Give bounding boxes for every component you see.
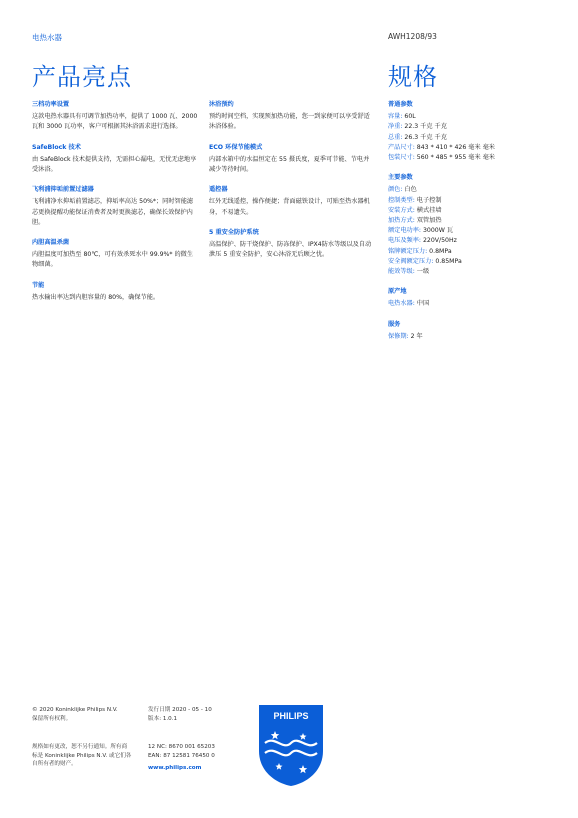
spec-row [388, 206, 558, 216]
feature-block [209, 100, 375, 133]
feature-text: 红外无线遥控，操作便捷；背面磁铁设计，可贴至热水器机身，不易遗失。 [209, 198, 370, 216]
spec-group [388, 100, 558, 163]
feature-title: 三档功率设置 [32, 101, 70, 108]
disclaimer-line: 规格如有更改，恕不另行通知。所有商 [32, 744, 128, 750]
spec-row [388, 247, 558, 257]
spec-key: 安装方式: [388, 206, 415, 214]
features-mid-column [209, 100, 375, 270]
spec-key: 控制类型: [388, 196, 415, 204]
spec-row [388, 332, 558, 342]
spec-key: 额定电功率: [388, 227, 422, 235]
spec-key: 安全阀额定压力: [388, 257, 434, 265]
spec-key: 能效等级: [388, 268, 415, 276]
spec-group-title: 普通参数 [388, 101, 413, 108]
model-number: AWH1208/93 [388, 32, 437, 41]
spec-group-title: 服务 [388, 320, 401, 328]
spec-row [388, 143, 558, 153]
feature-block [32, 238, 198, 271]
category-label: 电热水器 [32, 33, 62, 42]
philips-shield-logo [257, 703, 325, 787]
feature-title: ECO 环保节能模式 [209, 143, 263, 151]
feature-title: 5 重安全防护系统 [209, 228, 259, 236]
spec-row [388, 112, 558, 122]
feature-title: 飞利浦抑垢前置过滤器 [32, 186, 94, 194]
feature-title: SafeBlock 技术 [32, 143, 81, 151]
spec-value: 白色 [402, 186, 417, 194]
feature-title: 内胆高温杀菌 [32, 239, 70, 247]
ean-code: EAN: 87 12581 76450 0 [148, 752, 215, 759]
spec-value: 一级 [414, 268, 430, 276]
feature-text: 这款电热水器具有可调节加热功率，提供了 1000 瓦、2000 瓦和 3000 瓦功率，客户可根据其沐浴需求进行选择。 [32, 113, 198, 131]
spec-group [388, 320, 558, 342]
spec-row [388, 267, 558, 277]
spec-group [388, 287, 558, 309]
footer-copyright [32, 706, 136, 723]
footer-disclaimer [32, 743, 142, 769]
spec-row [388, 153, 558, 163]
spec-value: 22.3 千克 千克 [402, 123, 447, 131]
feature-text: 热水输出率达到内胆容量的 80%，确保节能。 [32, 293, 160, 301]
feature-text: 由 SafeBlock 技术提供支持，无需担心漏电，无忧无虑地享受沐浴。 [32, 155, 197, 174]
specs-title: 规格 [388, 63, 438, 91]
disclaimer-line: 自所有者的财产。 [32, 761, 77, 768]
feature-block [32, 100, 198, 133]
spec-value: 60L [402, 113, 416, 121]
spec-group-title: 主要参数 [388, 174, 413, 182]
specs-column [388, 100, 558, 352]
spec-key: 加热方式: [388, 217, 415, 225]
spec-key: 电压及频率: [388, 237, 422, 245]
feature-title: 遥控器 [209, 186, 228, 194]
spec-value: 横式挂墙 [414, 206, 442, 214]
feature-text: 飞利浦净水抑垢前置滤芯，抑垢率高达 50%*；同时智能滤芯更换提醒功能保证消费者及时更换滤芯，确保长效保护内胆。 [32, 198, 194, 226]
feature-text: 内胆温度可加热至 80℃，可有效杀死水中 99.9%* 的微生物细菌。 [32, 251, 194, 269]
spec-row [388, 236, 558, 246]
feature-block [209, 185, 375, 218]
spec-row [388, 257, 558, 267]
feature-block [209, 143, 375, 176]
spec-value: 中国 [414, 300, 430, 308]
spec-key: 包装尺寸: [388, 154, 415, 162]
spec-row [388, 196, 558, 206]
feature-block [32, 185, 198, 228]
spec-value: 3000W 瓦 [421, 227, 454, 235]
spec-row [388, 216, 558, 226]
feature-block [32, 143, 198, 176]
spec-key: 电热水器: [388, 300, 415, 308]
spec-key: 保修期: [388, 332, 409, 340]
spec-row [388, 133, 558, 143]
spec-row [388, 299, 558, 309]
website-link[interactable]: www.philips.com [148, 765, 202, 772]
disclaimer-line: 标是 Koninklijke Philips N.V. 或它们各 [32, 752, 132, 759]
feature-text: 预约时间空档，实现预加热功能，您一到家便可以享受舒适沐浴体验。 [209, 113, 370, 131]
nc-code: 12 NC: 8670 001 65203 [148, 744, 215, 750]
spec-key: 净重: [388, 123, 403, 131]
spec-value: 0.8MPa [427, 247, 452, 255]
spec-group-title: 原产地 [388, 288, 407, 296]
spec-value: 220V/50Hz [421, 237, 457, 245]
footer-codes [148, 743, 248, 773]
feature-text: 内部水箱中的水温恒定在 55 摄氏度，夏季可节能、节电并减少等待时间。 [209, 155, 370, 174]
spec-value: 0.85MPa [433, 257, 462, 265]
spec-value: 560 * 485 * 955 毫米 毫米 [414, 154, 495, 162]
spec-key: 颜色: [388, 186, 403, 194]
spec-value: 双管加热 [414, 217, 442, 225]
spec-key: 总重: [388, 133, 403, 141]
spec-value: 26.3 千克 千克 [402, 133, 447, 141]
brand-wordmark: PHILIPS [273, 711, 309, 721]
feature-block [209, 228, 375, 261]
spec-value: 843 * 410 * 426 毫米 毫米 [414, 143, 495, 151]
version: 版本: 1.0.1 [148, 715, 178, 722]
spec-value: 2 年 [408, 332, 423, 340]
issue-date: 发行日期 2020 - 05 - 10 [148, 707, 212, 713]
spec-row [388, 226, 558, 236]
highlights-title: 产品亮点 [32, 63, 132, 91]
feature-title: 节能 [32, 281, 45, 289]
copyright-line: © 2020 Koninklijke Philips N.V. [32, 707, 118, 713]
spec-row [388, 185, 558, 195]
spec-row [388, 122, 558, 132]
spec-key: 容量: [388, 113, 403, 121]
feature-text: 高温保护、防干烧保护、防冻保护、IPX4防水等级以及自动泄压 5 重安全防护，安心沐浴无后顾之忧。 [209, 241, 372, 259]
spec-value: 电子控制 [414, 196, 442, 204]
feature-block [32, 281, 198, 303]
features-left-column [32, 100, 198, 313]
copyright-line: 保留所有权利。 [32, 715, 72, 722]
spec-key: 铭牌额定压力: [388, 247, 428, 255]
spec-group [388, 173, 558, 277]
footer-issue [148, 706, 248, 723]
spec-key: 产品尺寸: [388, 143, 415, 151]
feature-title: 沐浴预约 [209, 101, 234, 108]
